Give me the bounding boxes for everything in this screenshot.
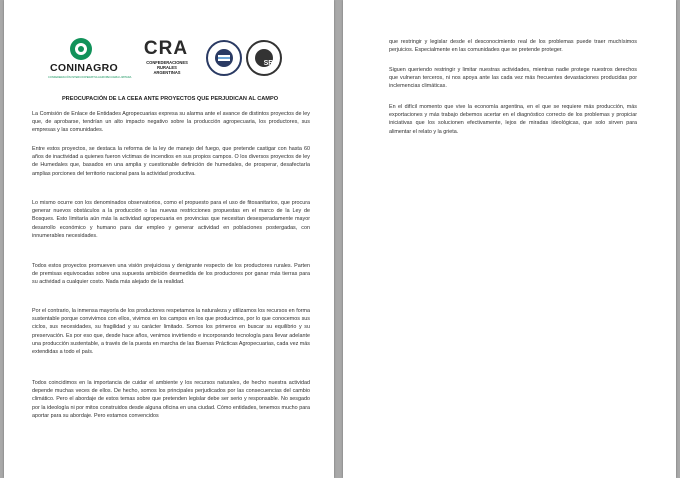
seal-inner: [215, 49, 233, 67]
paragraph-5: Por el contrario, la inmensa mayoría de los productores respetamos la naturaleza y utilizamos los recursos en forma sustentable porque convivimos con ellos, vivimos en los campos en los que producimos, por lo que conocemos sus ciclos, sus necesidades, su fragilidad y su carácter limitado. Somos los primeros en buscar su equilibrio y su preservación. Es por eso que, desde hace años, venimos invirtiendo e incorporando tecnología para llevar adelante una producción sustentable, a través de la puesta en marcha de las Buenas Prácticas Agropecuarias, cada vez más extendidas a todo el país.: [32, 308, 310, 356]
federacion-agraria-seal-icon: [206, 40, 242, 76]
sra-seal-text: SRA: [263, 60, 279, 67]
seal-inner: [255, 49, 279, 67]
sra-seal-icon: [246, 40, 282, 76]
paragraph-1: La Comisión de Enlace de Entidades Agropecuarias expresa su alarma ante el avance de distintos proyectos de ley que, de aprobarse, tendrían un alto impacto negativo sobre la producción agropecuaria, los productores, sus empresas y las comunidades.: [32, 111, 310, 134]
paragraph-4: Todos estos proyectos promueven una visión prejuiciosa y denigrante respecto de los productores rurales. Parten de premisas equivocadas sobre una supuesta ambición desmedida de los productores por ganar más tierras para su actividad a cualquier costo. Nada más alejado de la realidad.: [32, 263, 310, 286]
paragraph-3: Lo mismo ocurre con los denominados observatorios, como el propuesto para el uso de fitosanitarios, que procura generar nuevos obstáculos a la producción o las nuevas restricciones propuestas en el marco de la Ley de Bosques. Esto limitaría aún más la actividad agropecuaria en provincias que necesitan desesperadamente mayor desarrollo económico y humano para dar empleo y generar actividad en poblaciones postergadas, con innumerables necesidades.: [32, 200, 310, 239]
coninagro-name: CONINAGRO: [49, 62, 119, 74]
paragraph-7: que restringir y legislar desde el desconocimiento real de los problemas puede traer muchísimos perjuicios. Especialmente en las comunidades que se pretende proteger.: [389, 39, 637, 54]
cra-subtitle-line-3: ARGENTINAS: [153, 69, 181, 75]
coninagro-emblem-icon: [70, 38, 92, 60]
cra-mark: [140, 38, 192, 60]
cra-subtitle: [136, 61, 198, 75]
paragraph-2: Entre estos proyectos, se destaca la reforma de la ley de manejo del fuego, que pretende castigar con hasta 60 años de inactividad a quienes fueron víctimas de incendios en sus propios campos. O los diversos proyectos de ley de Humedales que, basados en una amplia y cuestionable definición de humedales, de prosperar, desafectaría amplias porciones del territorio nacional para la actividad productiva.: [32, 146, 310, 177]
cra-subtitle-line-1: CONFEDERACIONES: [146, 60, 188, 65]
paragraph-8: Siguen queriendo restringir y limitar nuestras actividades, mientras nadie protege nuestros derechos que vulneran terceros, ni nos apoya ante las cada vez más frecuentes devastaciones producidas por inclemencias climáticas.: [389, 67, 637, 90]
document-page-right: [343, 0, 676, 478]
cra-subtitle-line-2: RURALES: [157, 64, 177, 70]
document-page-left: [4, 0, 334, 478]
coninagro-logo: [48, 38, 132, 84]
cra-logo: [136, 38, 198, 84]
paragraph-9: En el difícil momento que vive la economía argentina, en el que se requiere más producción, más exportaciones y más trabajo debemos acertar en el diagnóstico correcto de los problemas y propiciar iniciativas que los solucionen efectivamente, lejos de miradas ideológicas, que solo sirven para alimentar el relato y la grieta.: [389, 104, 637, 135]
flag-icon: [218, 55, 230, 61]
cra-mark-text: CRA: [143, 38, 189, 59]
document-title: PREOCUPACIÓN DE LA CEEA ANTE PROYECTOS QUE PERJUDICAN AL CAMPO: [61, 96, 279, 102]
logo-row: [48, 38, 298, 84]
coninagro-subtitle: CONFEDERACIÓN INTERCOOPERATIVA AGROPECUARIA LIMITADA: [48, 76, 132, 79]
paragraph-6: Todos coincidimos en la importancia de cuidar el ambiente y los recursos naturales, de hecho nuestra actividad depende muchas veces de ellos. De hecho, somos los principales perjudicados por las consecuencias del cambio climático. Pero el abordaje de estos temas sobre que pretenden legislar debe ser serio y responsable. No sesgado por la ideología ni por mitos construidos desde alguna oficina en una ciudad. Cómo entidades, tenemos mucho para aportar para su abordaje. Pero estamos convencidos: [32, 380, 310, 419]
